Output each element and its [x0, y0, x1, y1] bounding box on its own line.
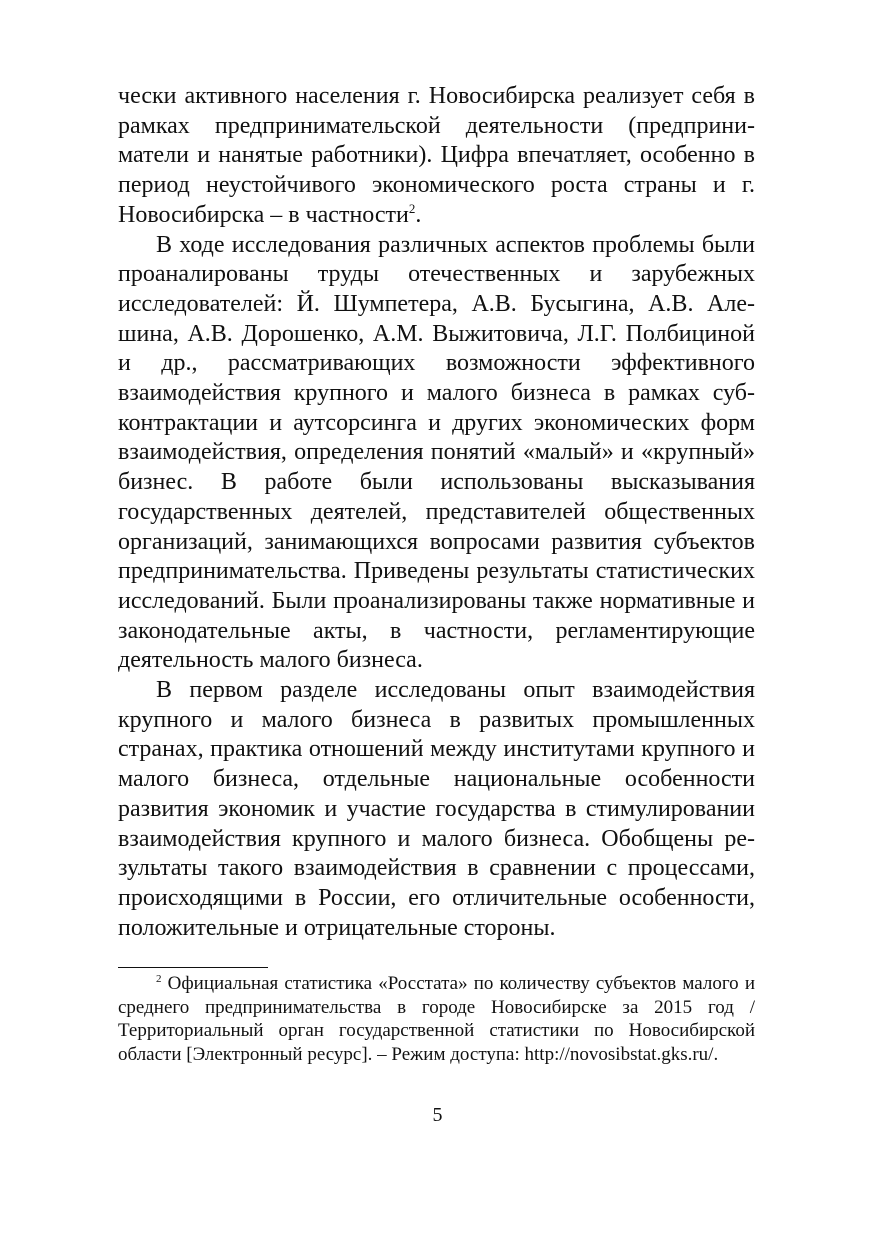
- footnote: [118, 972, 755, 1066]
- paragraph-3: В первом разделе исследованы опыт взаимодействия крупного и малого бизнеса в развитых промышленных странах, практика отношений между институтами крупного и малого бизнеса, отдельные национальные особенности развития экономик и участие государства в стимулировании взаимодействия крупного и малого бизнеса. Обобщены результаты такого взаимодействия в сравнении с процессами, происходящими в России, его отличительные особенности, положительные и отрицательные стороны.: [118, 677, 755, 941]
- paragraph-1-end: .: [415, 201, 422, 228]
- page-number: 5: [432, 1104, 443, 1126]
- footnote-reference[interactable]: 2: [408, 200, 416, 216]
- paragraph-1-text: чески активного населения г. Новосибирска реализует себя в рамках предпринимательской деятельности (предприниматели и нанятые работники). Цифра впечатляет, особенно в период неустойчивого экономического роста страны и г. Новосибирска – в частности: [118, 83, 755, 228]
- main-text: [118, 82, 755, 943]
- footnote-marker: 2: [156, 973, 162, 985]
- paragraph-1: [118, 82, 755, 231]
- paragraph-2: В ходе исследования различных аспектов проблемы были проаналированы труды отечественных и зарубежных исследователей: Й. Шумпетера, А.В. Бусыгина, А.В. Алешина, А.В. Дорошенко, А.М. Выжитовича, Л.Г. Полбициной и др., рассматривающих возможности эффективного взаимодействия крупного и малого бизнеса в рамках субконтрактации и аутсорсинга и других экономических форм взаимодействия, определения понятий «малый» и «крупный» бизнес. В работе были использованы высказывания государственных деятелей, представителей общественных организаций, занимающихся вопросами развития субъектов предпринимательства. Приведены результаты статистических исследований. Были проанализированы также нормативные и законодательные акты, в частности, регламентирующие деятельность малого бизнеса.: [118, 231, 755, 674]
- footnote-divider: [118, 967, 268, 968]
- footnote-text: Официальная статистика «Росстата» по количеству субъектов малого и среднего предпринимательства в городе Новосибирске за 2015 год / Территориальный орган государственной статистики по Новосибирской области [Электронный ресурс]. – Режим доступа: http://novosibstat.gks.ru/.: [118, 973, 755, 1065]
